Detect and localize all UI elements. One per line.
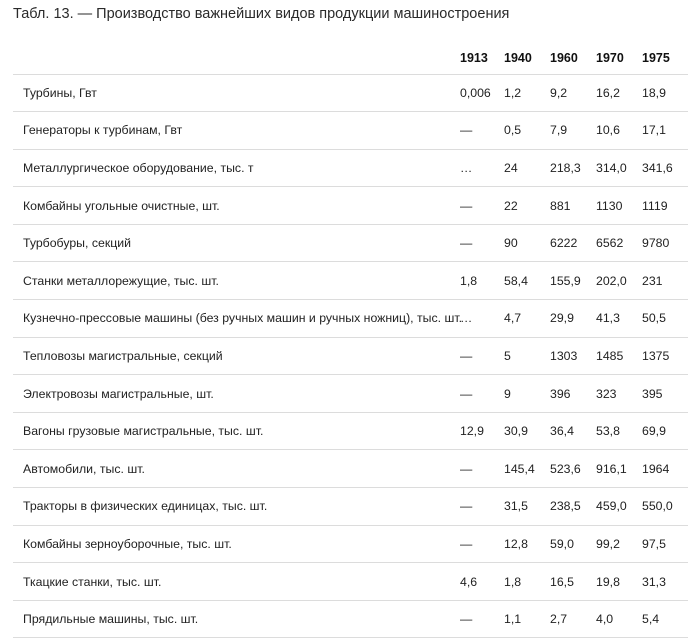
product-name-cell: Металлургическое оборудование, тыс. т (13, 149, 455, 187)
value-cell: — (455, 488, 499, 526)
value-cell: 50,5 (637, 300, 688, 338)
value-cell: 16,2 (591, 74, 637, 112)
value-cell: 22 (499, 187, 545, 225)
table-row (13, 450, 688, 488)
value-cell: 1,8 (499, 563, 545, 601)
product-name-cell: Комбайны зерноуборочные, тыс. шт. (13, 525, 455, 563)
value-cell: 6562 (591, 224, 637, 262)
value-cell: 97,5 (637, 525, 688, 563)
value-cell: 90 (499, 224, 545, 262)
value-cell: 0,006 (455, 74, 499, 112)
value-cell: 0,5 (499, 112, 545, 150)
value-cell: — (455, 187, 499, 225)
value-cell: — (455, 450, 499, 488)
value-cell: 202,0 (591, 262, 637, 300)
product-name-cell: Комбайны угольные очистные, шт. (13, 187, 455, 225)
value-cell: 9780 (637, 224, 688, 262)
value-cell: 218,3 (545, 149, 591, 187)
value-cell: 41,3 (591, 300, 637, 338)
value-cell: 238,5 (545, 488, 591, 526)
value-cell: 341,6 (637, 149, 688, 187)
value-cell: 18,9 (637, 74, 688, 112)
header-year: 1975 (637, 38, 688, 74)
value-cell: 17,1 (637, 112, 688, 150)
value-cell: 1,8 (455, 262, 499, 300)
table-row (13, 600, 688, 638)
header-year: 1913 (455, 38, 499, 74)
value-cell: 53,8 (591, 412, 637, 450)
value-cell: 1119 (637, 187, 688, 225)
table-caption: Табл. 13. — Производство важнейших видов продукции машиностроения (13, 6, 510, 22)
value-cell: 99,2 (591, 525, 637, 563)
value-cell: 59,0 (545, 525, 591, 563)
product-name-cell: Вагоны грузовые магистральные, тыс. шт. (13, 412, 455, 450)
table-row (13, 187, 688, 225)
value-cell: 5 (499, 337, 545, 375)
value-cell: — (455, 224, 499, 262)
value-cell: 1,2 (499, 74, 545, 112)
table-row (13, 300, 688, 338)
value-cell: 145,4 (499, 450, 545, 488)
product-name-cell: Станки металлорежущие, тыс. шт. (13, 262, 455, 300)
value-cell: 9,2 (545, 74, 591, 112)
product-name-cell: Турбобуры, секций (13, 224, 455, 262)
value-cell: 7,9 (545, 112, 591, 150)
value-cell: 550,0 (637, 488, 688, 526)
product-name-cell: Турбины, Гвт (13, 74, 455, 112)
value-cell: 4,7 (499, 300, 545, 338)
value-cell: 231 (637, 262, 688, 300)
value-cell: 6222 (545, 224, 591, 262)
value-cell: 323 (591, 375, 637, 413)
header-product (13, 38, 455, 74)
table-row (13, 224, 688, 262)
value-cell: 9 (499, 375, 545, 413)
product-name-cell: Автомобили, тыс. шт. (13, 450, 455, 488)
value-cell: 16,5 (545, 563, 591, 601)
value-cell: — (455, 525, 499, 563)
value-cell: 31,5 (499, 488, 545, 526)
value-cell: 36,4 (545, 412, 591, 450)
value-cell: 30,9 (499, 412, 545, 450)
value-cell: 881 (545, 187, 591, 225)
table-header-row (13, 38, 688, 74)
value-cell: 29,9 (545, 300, 591, 338)
product-name-cell: Тепловозы магистральные, секций (13, 337, 455, 375)
table-row (13, 563, 688, 601)
value-cell: 1130 (591, 187, 637, 225)
value-cell: 395 (637, 375, 688, 413)
value-cell: 314,0 (591, 149, 637, 187)
table-row (13, 149, 688, 187)
value-cell: 4,0 (591, 600, 637, 638)
value-cell: 12,8 (499, 525, 545, 563)
value-cell: — (455, 600, 499, 638)
value-cell: … (455, 149, 499, 187)
product-name-cell: Генераторы к турбинам, Гвт (13, 112, 455, 150)
value-cell: 58,4 (499, 262, 545, 300)
product-name-cell: Прядильные машины, тыс. шт. (13, 600, 455, 638)
value-cell: — (455, 112, 499, 150)
value-cell: 24 (499, 149, 545, 187)
value-cell: 5,4 (637, 600, 688, 638)
product-name-cell: Электровозы магистральные, шт. (13, 375, 455, 413)
value-cell: 19,8 (591, 563, 637, 601)
production-table (13, 38, 688, 638)
value-cell: 10,6 (591, 112, 637, 150)
table-row (13, 525, 688, 563)
value-cell: 1375 (637, 337, 688, 375)
value-cell: 1303 (545, 337, 591, 375)
table-row (13, 488, 688, 526)
value-cell: 1,1 (499, 600, 545, 638)
value-cell: 1485 (591, 337, 637, 375)
value-cell: 523,6 (545, 450, 591, 488)
value-cell: 69,9 (637, 412, 688, 450)
value-cell: 155,9 (545, 262, 591, 300)
value-cell: 459,0 (591, 488, 637, 526)
header-year: 1940 (499, 38, 545, 74)
table-row (13, 412, 688, 450)
header-year: 1960 (545, 38, 591, 74)
value-cell: 12,9 (455, 412, 499, 450)
value-cell: 1964 (637, 450, 688, 488)
table-row (13, 262, 688, 300)
value-cell: 31,3 (637, 563, 688, 601)
table-row (13, 112, 688, 150)
product-name-cell: Ткацкие станки, тыс. шт. (13, 563, 455, 601)
table-row (13, 74, 688, 112)
value-cell: … (455, 300, 499, 338)
product-name-cell: Кузнечно-прессовые машины (без ручных машин и ручных ножниц), тыс. шт. (13, 300, 455, 338)
value-cell: — (455, 337, 499, 375)
value-cell: 4,6 (455, 563, 499, 601)
table-row (13, 375, 688, 413)
table-row (13, 337, 688, 375)
value-cell: 396 (545, 375, 591, 413)
value-cell: 916,1 (591, 450, 637, 488)
product-name-cell: Тракторы в физических единицах, тыс. шт. (13, 488, 455, 526)
header-year: 1970 (591, 38, 637, 74)
value-cell: 2,7 (545, 600, 591, 638)
value-cell: — (455, 375, 499, 413)
